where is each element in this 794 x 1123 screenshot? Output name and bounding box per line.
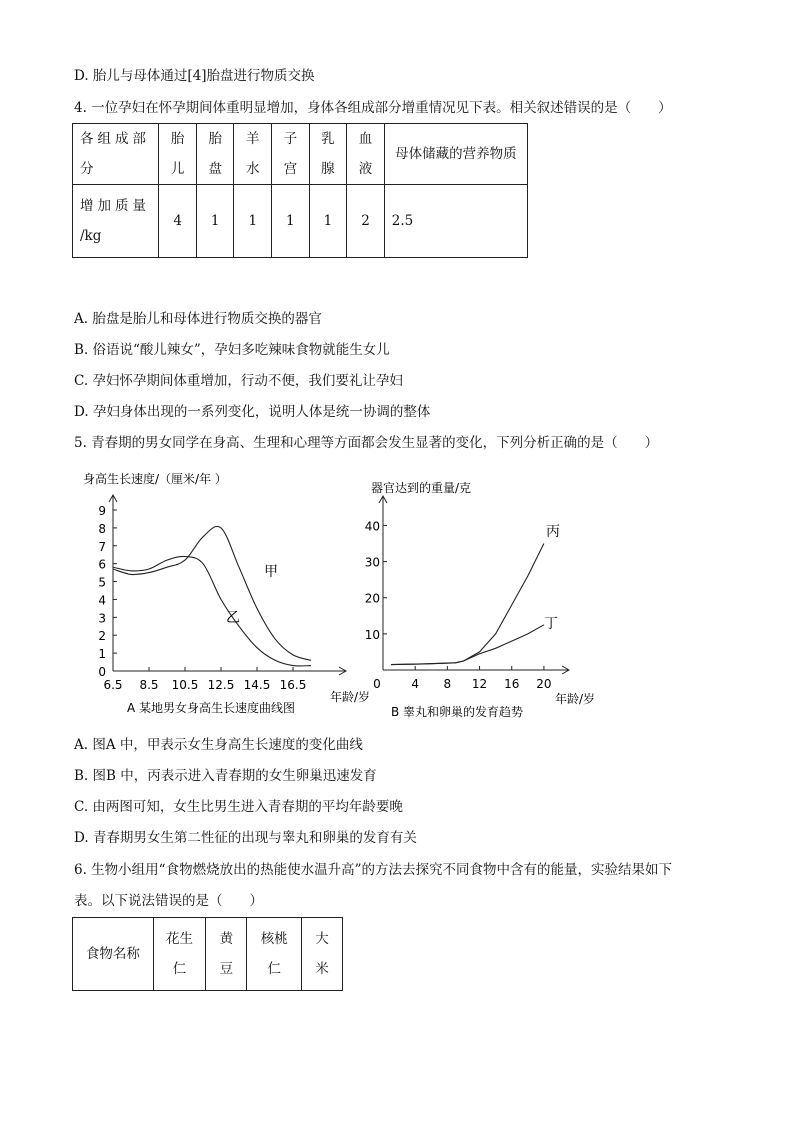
q4-col-amniotic: 羊 水: [234, 124, 272, 185]
q4-value: 1: [309, 185, 347, 258]
chart-a-series-line: [113, 556, 311, 666]
q4-col-uterus: 子 宫: [272, 124, 310, 185]
chart-a-x-tick-label: 16.5: [279, 678, 307, 692]
chart-a-series-label: 甲: [264, 564, 278, 580]
q4-col-blood: 血 液: [347, 124, 385, 185]
q4-option-b: B. 俗语说“酸儿辣女”，孕妇多吃辣味食物就能生女儿: [74, 342, 390, 358]
chart-a-y-tick-label: 6: [98, 557, 106, 572]
chart-b-x-label: 年龄/岁: [555, 692, 596, 706]
q4-option-d: D. 孕妇身体出现的一系列变化，说明人体是统一协调的整体: [74, 404, 431, 420]
chart-a-x-label: 年龄/岁: [330, 690, 371, 704]
q4-value: 2.5: [384, 185, 527, 258]
chart-b-x-tick-label: 0: [373, 677, 381, 691]
chart-b-y-tick-label: 10: [364, 627, 380, 642]
chart-a-y-tick-label: 4: [98, 593, 106, 608]
q3-option-d: D. 胎儿与母体通过[4]胎盘进行物质交换: [74, 68, 315, 84]
q4-stem: 4. 一位孕妇在怀孕期间体重明显增加，身体各组成部分增重情况见下表。相关叙述错误的是（ ）: [74, 100, 672, 116]
chart-a-x-tick-label: 14.5: [243, 678, 271, 692]
chart-b-series-line: [391, 544, 544, 665]
q4-col-placenta: 胎 盘: [196, 124, 234, 185]
chart-a-y-label: 身高生长速度/（厘米/年 ）: [83, 472, 227, 486]
chart-b-y-tick-label: 20: [364, 591, 380, 606]
q4-col-breast: 乳 腺: [309, 124, 347, 185]
q6-food: 黄 豆: [206, 918, 247, 991]
chart-b-x-tick-label: 20: [536, 677, 552, 691]
chart-b-y-tick-label: 40: [364, 519, 380, 534]
chart-a-y-tick-label: 8: [98, 521, 106, 536]
chart-a-y-tick-label: 2: [98, 629, 106, 644]
q4-row-header-2: 增加质量 /kg: [73, 185, 159, 258]
q5-option-b: B. 图B 中，丙表示进入青春期的女生卵巢迅速发育: [74, 768, 377, 784]
q5-option-d: D. 青春期男女生第二性征的出现与睾丸和卵巢的发育有关: [74, 830, 417, 846]
chart-b-x-tick-label: 8: [443, 677, 452, 691]
q4-col-nutrients: 母体储藏的营养物质: [384, 124, 527, 185]
chart-b: [365, 480, 595, 719]
chart-a-x-tick-label: 10.5: [171, 678, 199, 692]
q4-option-a: A. 胎盘是胎儿和母体进行物质交换的器官: [74, 311, 322, 327]
chart-a-x-tick-label: 12.5: [207, 678, 235, 692]
q4-value: 1: [196, 185, 234, 258]
chart-b-x-tick-label: 12: [471, 677, 488, 691]
chart-a-y-tick-label: 1: [98, 647, 106, 662]
chart-a-series-label: 乙: [226, 610, 240, 626]
chart-b-series-label: 丙: [546, 524, 560, 540]
chart-a-x-tick-label: 8.5: [139, 678, 159, 692]
chart-b-series-label: 丁: [544, 616, 558, 632]
q6-header: 食物名称: [73, 918, 154, 991]
q6-stem-line-1: 6. 生物小组用“食物燃烧放出的热能使水温升高”的方法去探究不同食物中含有的能量，实验结果如下: [74, 862, 672, 878]
chart-a-y-tick-label: 7: [98, 539, 106, 554]
q4-row-header-1: 各组成部 分: [73, 124, 159, 185]
chart-b-y-tick-label: 30: [364, 555, 380, 570]
q5-option-c: C. 由两图可知，女生比男生进入青春期的平均年龄要晚: [74, 799, 403, 815]
q5-option-a: A. 图A 中，甲表示女生身高生长速度的变化曲线: [74, 737, 363, 753]
q6-stem-line-2: 表。以下说法错误的是（ ）: [74, 893, 263, 909]
q6-food: 核桃 仁: [247, 918, 302, 991]
q4-option-c: C. 孕妇怀孕期间体重增加，行动不便，我们要礼让孕妇: [74, 373, 403, 389]
chart-b-x-tick-label: 16: [504, 677, 520, 691]
chart-a-y-tick-label: 9: [98, 504, 106, 518]
q4-col-fetus: 胎 儿: [159, 124, 197, 185]
chart-a-y-tick-label: 5: [98, 575, 106, 590]
chart-b-x-tick-label: 4: [411, 677, 420, 691]
chart-b-series-line: [391, 625, 544, 665]
chart-b-title: B 睾丸和卵巢的发育趋势: [391, 705, 524, 719]
q6-food: 大 米: [302, 918, 343, 991]
q6-table: [72, 917, 343, 991]
chart-a-x-tick-label: 6.5: [103, 678, 123, 692]
q4-value: 2: [347, 185, 385, 258]
chart-b-y-label: 器官达到的重量/克: [371, 481, 472, 495]
chart-a: [83, 471, 370, 715]
q5-stem: 5. 青春期的男女同学在身高、生理和心理等方面都会发生显著的变化，下列分析正确的是（ ）: [74, 435, 659, 451]
chart-a-title: A 某地男女身高生长速度曲线图: [127, 701, 296, 715]
chart-a-y-tick-label: 0: [98, 665, 106, 679]
chart-a-series-line: [113, 526, 311, 660]
chart-a-y-tick-label: 3: [98, 611, 106, 626]
q6-food: 花生 仁: [153, 918, 206, 991]
q4-value: 1: [234, 185, 272, 258]
q4-value: 4: [159, 185, 197, 258]
q4-value: 1: [272, 185, 310, 258]
